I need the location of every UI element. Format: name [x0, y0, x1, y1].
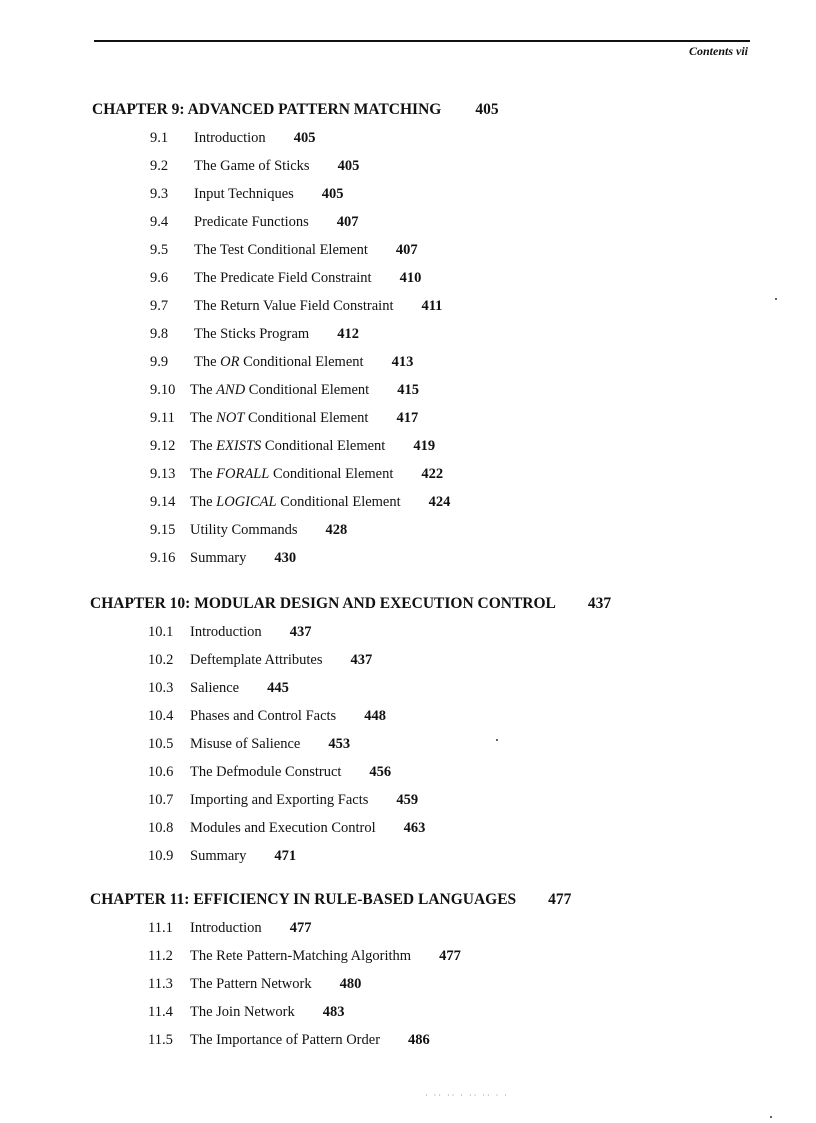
toc-entry: 9.6 The Predicate Field Constraint 410: [150, 270, 422, 286]
chapter-page: 477: [548, 891, 572, 908]
toc-entry: 11.2 The Rete Pattern-Matching Algorithm 477: [148, 948, 461, 964]
chapter-heading-11: [90, 891, 571, 909]
toc-entry: 10.1 Introduction 437: [148, 624, 312, 640]
toc-entry: 9.1 Introduction 405: [150, 130, 316, 146]
scan-speck: [775, 298, 777, 300]
toc-entry: 10.8 Modules and Execution Control 463: [148, 820, 426, 836]
toc-entry: 11.3 The Pattern Network 480: [148, 976, 362, 992]
chapter-title: CHAPTER 10: MODULAR DESIGN AND EXECUTION CONTROL: [90, 595, 556, 612]
toc-entry: 10.6 The Defmodule Construct 456: [148, 764, 392, 780]
toc-entry: 9.2 The Game of Sticks 405: [150, 158, 360, 174]
toc-entry: 10.9 Summary 471: [148, 848, 297, 864]
scan-noise: · ·· ·· · ·· ·· · ·: [425, 1091, 509, 1100]
chapter-page: 405: [475, 101, 499, 118]
toc-entry: 10.2 Deftemplate Attributes 437: [148, 652, 373, 668]
toc-entry: 9.8 The Sticks Program 412: [150, 326, 359, 342]
toc-entry: 9.13 The FORALL Conditional Element 422: [150, 466, 444, 482]
toc-entry: 9.9 The OR Conditional Element 413: [150, 354, 414, 370]
scan-speck: [770, 1116, 772, 1118]
toc-entry: 9.3 Input Techniques 405: [150, 186, 344, 202]
toc-entry: 9.5 The Test Conditional Element 407: [150, 242, 418, 258]
toc-entry: 11.1 Introduction 477: [148, 920, 312, 936]
scan-speck: [496, 739, 498, 741]
toc-entry: 10.3 Salience 445: [148, 680, 289, 696]
toc-entry: 9.4 Predicate Functions 407: [150, 214, 359, 230]
toc-entry: 9.16 Summary 430: [150, 550, 297, 566]
toc-entry: 9.15 Utility Commands 428: [150, 522, 348, 538]
running-head: Contents vii: [688, 44, 748, 58]
chapter-title: CHAPTER 9: ADVANCED PATTERN MATCHING: [92, 101, 442, 118]
chapter-page: 437: [587, 595, 612, 612]
toc-entry: 9.10 The AND Conditional Element 415: [150, 382, 419, 398]
toc-entry: 10.4 Phases and Control Facts 448: [148, 708, 386, 724]
chapter-heading-9: [92, 101, 499, 119]
chapter-title: CHAPTER 11: EFFICIENCY IN RULE-BASED LANGUAGES: [90, 891, 517, 908]
toc-entry: 9.14 The LOGICAL Conditional Element 424: [150, 494, 451, 510]
toc-entry: 10.5 Misuse of Salience 453: [148, 736, 351, 752]
header-rule: [94, 40, 750, 42]
toc-entry: 10.7 Importing and Exporting Facts 459: [148, 792, 419, 808]
toc-entry: 9.7 The Return Value Field Constraint 411: [150, 298, 443, 314]
toc-entry: 11.5 The Importance of Pattern Order 486: [148, 1032, 430, 1048]
toc-entry: 11.4 The Join Network 483: [148, 1004, 345, 1020]
toc-entry: 9.11 The NOT Conditional Element 417: [150, 410, 419, 426]
chapter-heading-10: [90, 595, 611, 613]
toc-entry: 9.12 The EXISTS Conditional Element 419: [150, 438, 436, 454]
